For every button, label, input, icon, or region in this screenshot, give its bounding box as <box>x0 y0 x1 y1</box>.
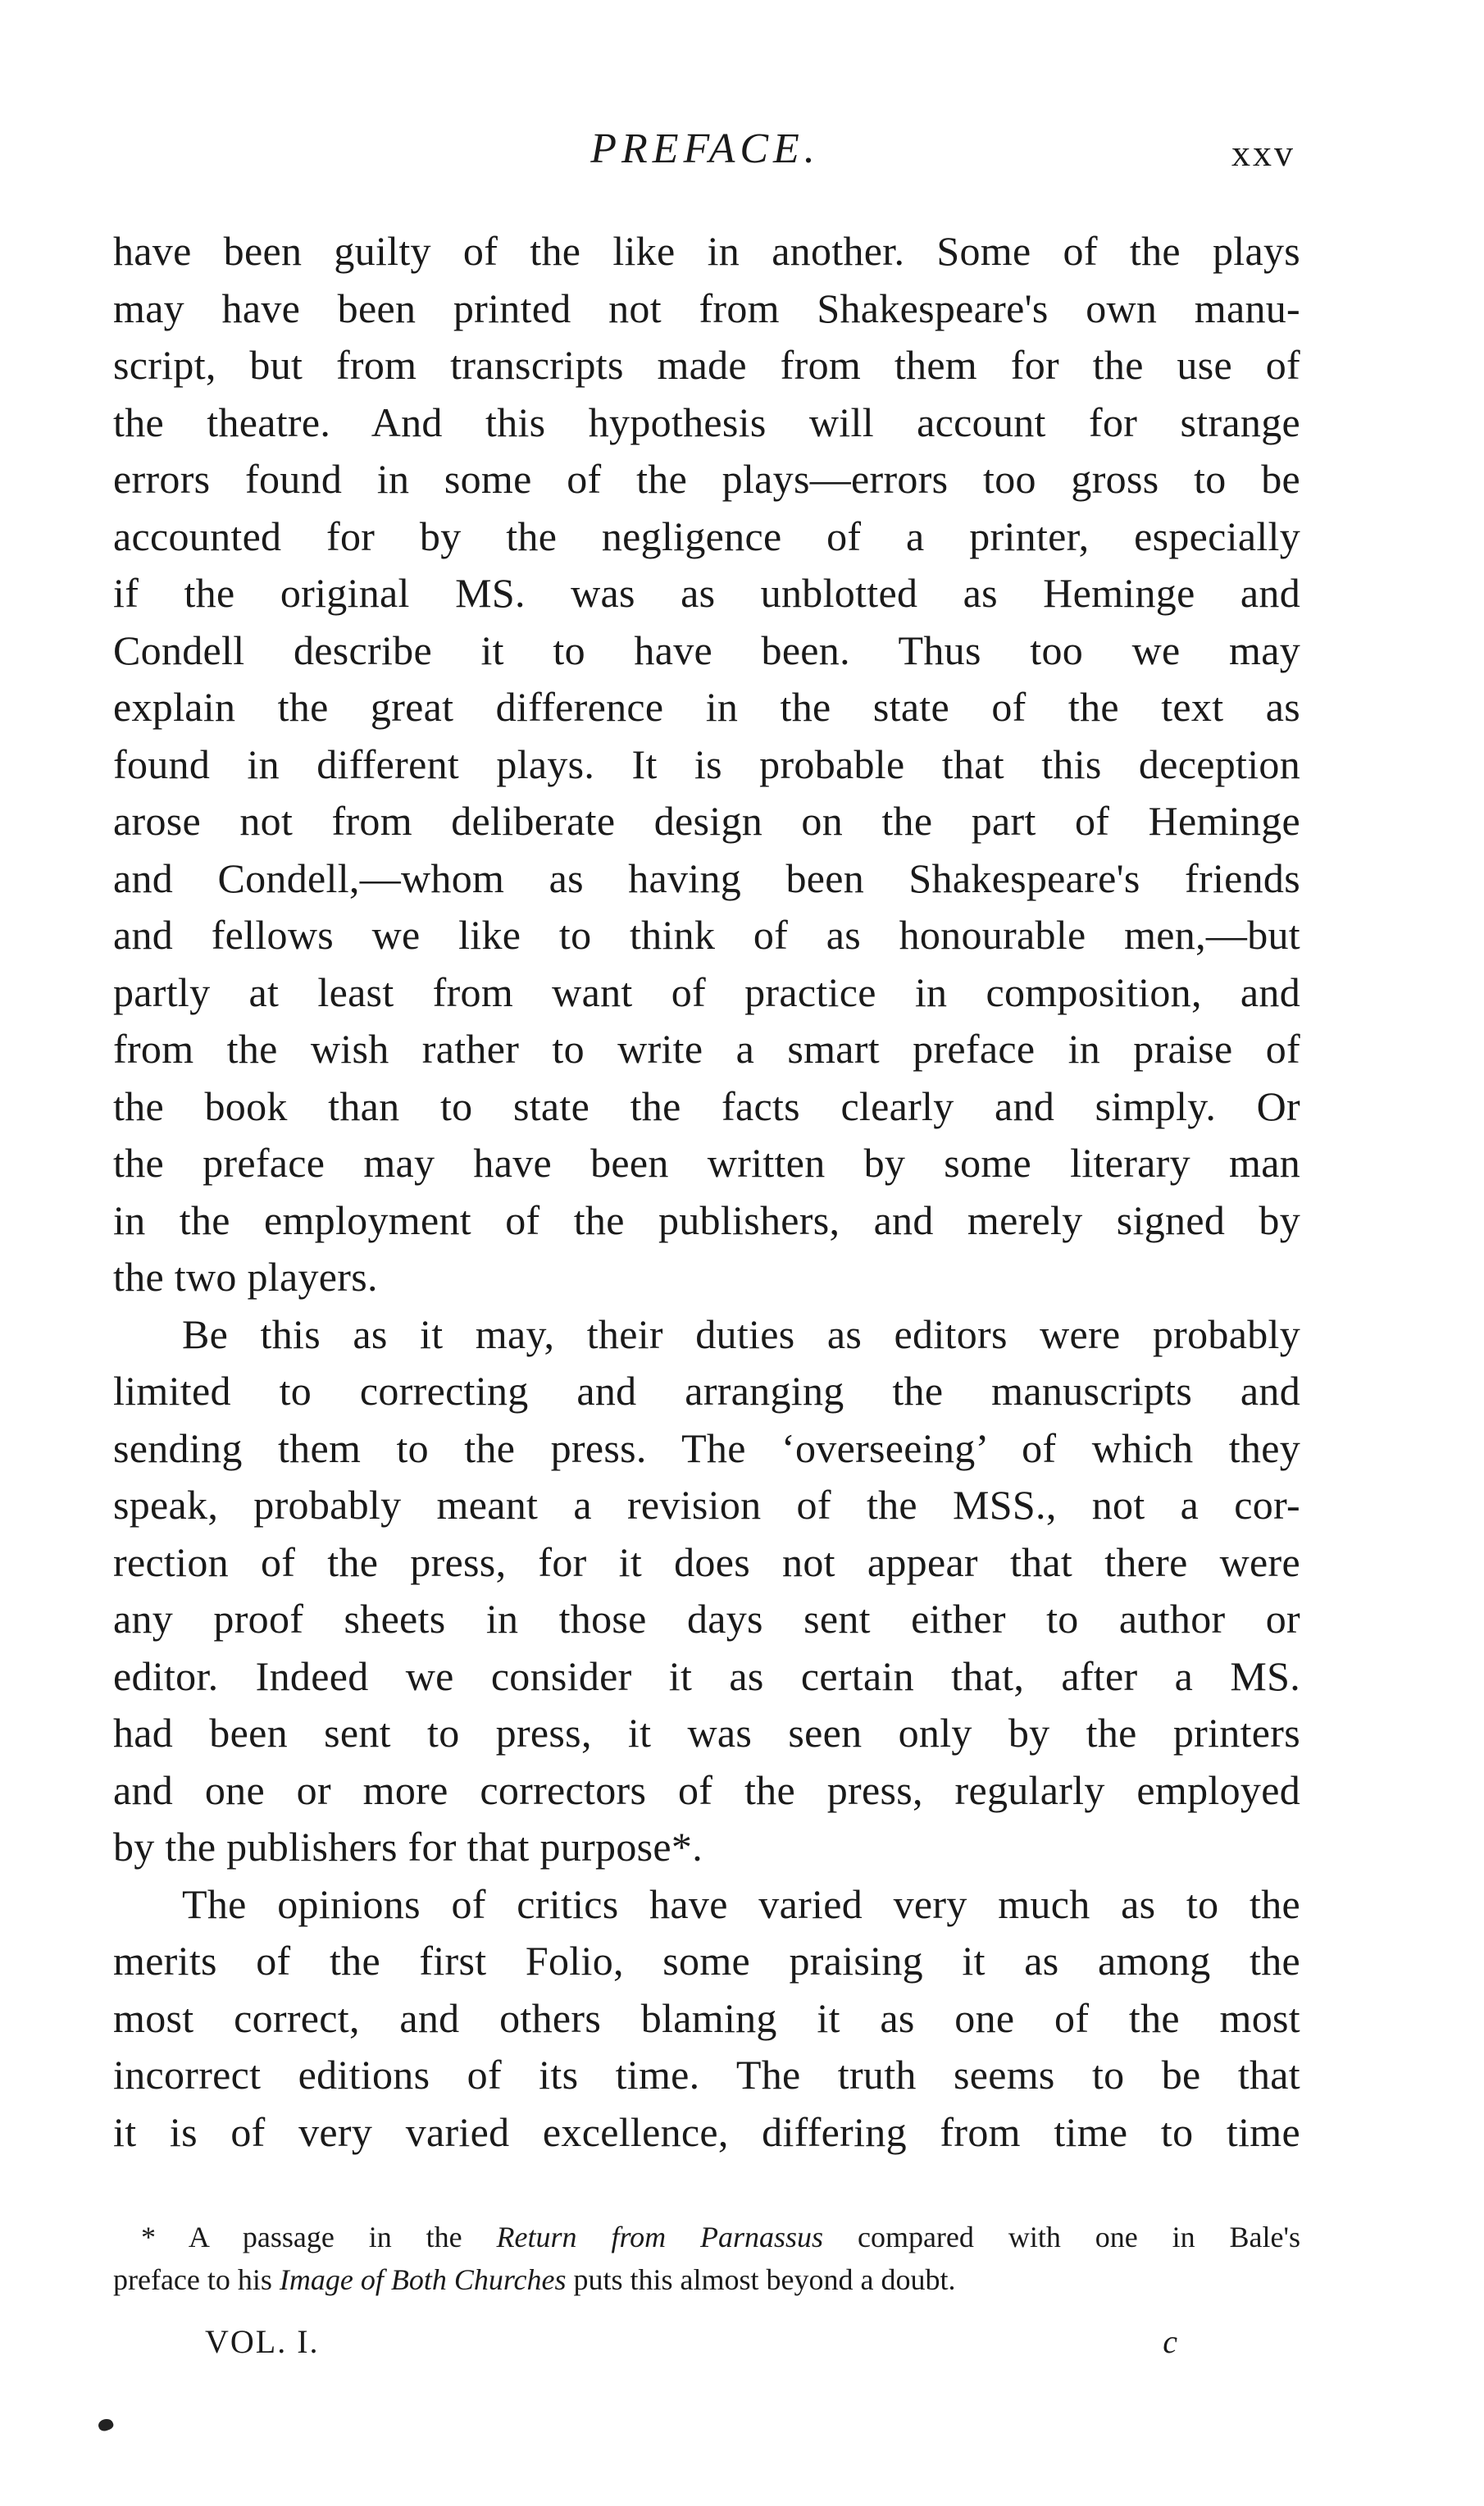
text-line: it is of very varied excellence, differing from time to time <box>113 2108 1300 2155</box>
text-line: the two players. <box>113 1254 378 1300</box>
ink-blot <box>97 2417 115 2432</box>
text-line: Be this as it may, their duties as editors were probably <box>182 1310 1300 1357</box>
text-line: in the employment of the publishers, and merely signed by <box>113 1196 1300 1243</box>
footnote-title: Return from Parnassus <box>496 2221 824 2253</box>
text-line: the preface may have been written by some literary man <box>113 1140 1300 1186</box>
footnote-text: * A passage in the <box>141 2221 497 2253</box>
volume-mark: VOL. I. <box>205 2323 320 2360</box>
text-line: arose not from deliberate design on the part of Heminge <box>113 798 1300 844</box>
text-line: rection of the press, for it does not appear that there were <box>113 1538 1300 1585</box>
text-line: The opinions of critics have varied very much as to the <box>182 1880 1300 1927</box>
footnote-title: Image of Both Churches <box>279 2263 567 2296</box>
sheet-signature: c <box>1163 2323 1177 2360</box>
signature-line <box>205 2322 1177 2372</box>
text-line: explain the great difference in the state of the text as <box>113 684 1300 730</box>
text-line: accounted for by the negligence of a printer, especially <box>113 513 1300 559</box>
text-line: have been guilty of the like in another. Some of the plays <box>113 228 1300 274</box>
text-line: sending them to the press. The ‘overseeing’ of which they <box>113 1424 1300 1471</box>
text-line: editor. Indeed we consider it as certain that, after a MS. <box>113 1652 1300 1699</box>
text-line: from the wish rather to write a smart preface in praise of <box>113 1026 1300 1072</box>
text-line: most correct, and others blaming it as one of the most <box>113 1994 1300 2041</box>
text-line: errors found in some of the plays—errors too gross to be <box>113 456 1300 502</box>
footnote-text: compared with one in Bale's <box>823 2221 1301 2253</box>
text-line: may have been printed not from Shakespeare's own manu- <box>113 285 1300 331</box>
footnote-text: preface to his <box>113 2263 280 2296</box>
page-number: xxv <box>1231 132 1295 174</box>
text-line: the book than to state the facts clearly and simply. Or <box>113 1082 1300 1129</box>
running-title: PREFACE. <box>590 125 820 172</box>
body-text <box>113 223 1300 2161</box>
footnote-text: puts this almost beyond a doubt. <box>566 2263 956 2296</box>
text-line: and one or more correctors of the press, regularly employed <box>113 1766 1300 1813</box>
text-line: the theatre. And this hypothesis will account for strange <box>113 399 1300 445</box>
text-line: speak, probably meant a revision of the MSS., not a cor- <box>113 1482 1300 1528</box>
text-line: limited to correcting and arranging the manuscripts and <box>113 1368 1300 1414</box>
text-line: script, but from transcripts made from them for the use of <box>113 342 1300 388</box>
footnote <box>113 2216 1300 2301</box>
text-line: found in different plays. It is probable that this deception <box>113 740 1300 787</box>
text-line: by the publishers for that purpose*. <box>113 1824 703 1870</box>
text-line: any proof sheets in those days sent either to author or <box>113 1596 1300 1642</box>
text-line: partly at least from want of practice in composition, and <box>113 968 1300 1015</box>
text-line: if the original MS. was as unblotted as Heminge and <box>113 570 1300 616</box>
text-line: incorrect editions of its time. The truth seems to be that <box>113 2052 1300 2098</box>
text-line: and Condell,—whom as having been Shakespeare's friends <box>113 854 1300 901</box>
footnote-line <box>113 2258 1300 2301</box>
running-head <box>115 125 1295 182</box>
text-line: and fellows we like to think of as honourable men,—but <box>113 912 1300 958</box>
text-line: had been sent to press, it was seen only by the printers <box>113 1710 1300 1756</box>
text-line: Condell describe it to have been. Thus too we may <box>113 626 1300 673</box>
footnote-line <box>113 2216 1300 2258</box>
text-line: merits of the first Folio, some praising it as among the <box>113 1938 1300 1984</box>
